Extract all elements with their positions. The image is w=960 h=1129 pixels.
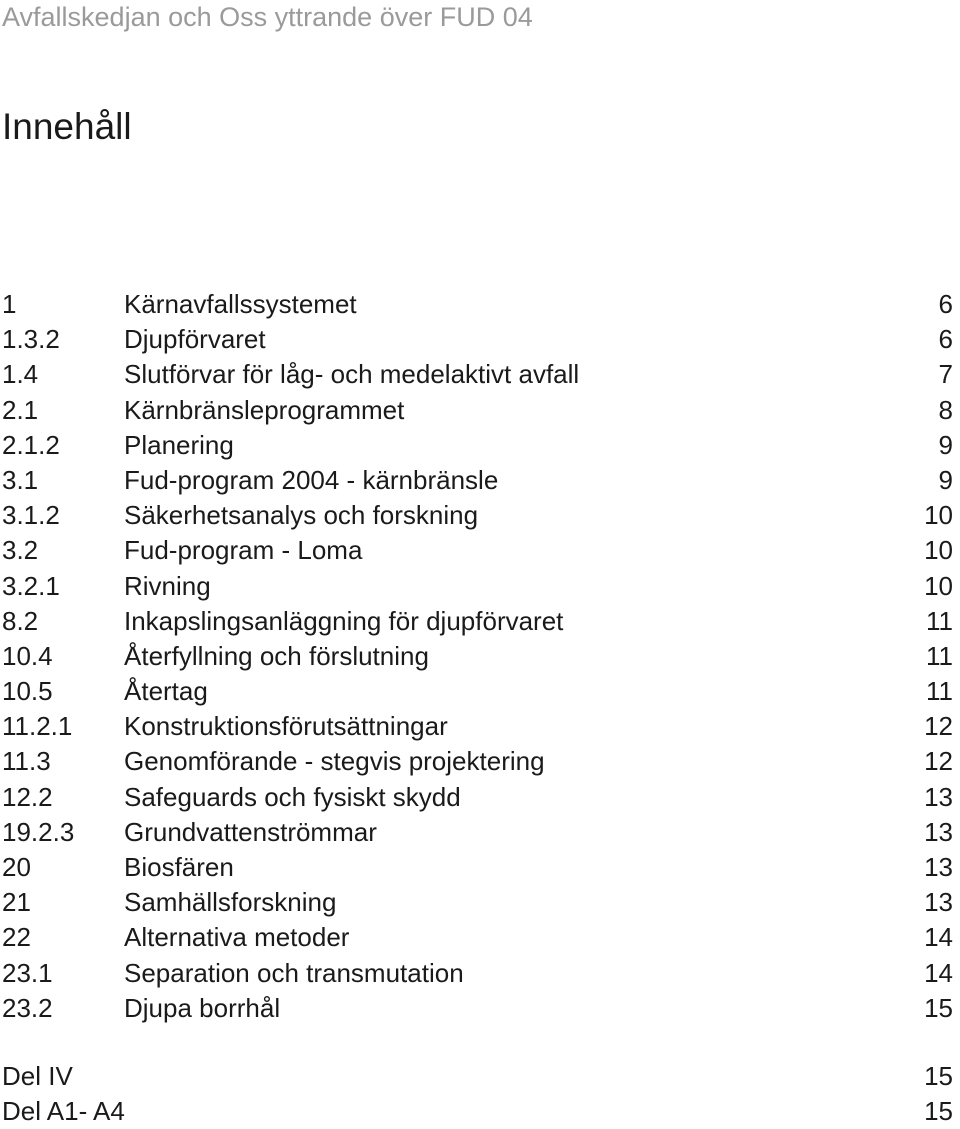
toc-entry-number: 10.5 (2, 676, 53, 707)
toc-entry-page: 13 (924, 781, 953, 812)
toc-entry-page: 9 (938, 429, 953, 460)
toc-entry[interactable] (0, 322, 960, 357)
toc-entry-page: 6 (938, 289, 953, 319)
toc-entry-page: 7 (938, 359, 953, 390)
toc-entry-page: 11 (926, 676, 953, 707)
toc-entry[interactable] (0, 920, 960, 955)
toc-appendix-page: 15 (924, 1061, 953, 1091)
toc-entry-title: Kärnbränsleprogrammet (124, 394, 405, 425)
toc-entry-number: 23.2 (2, 992, 53, 1023)
toc-entry[interactable] (0, 533, 960, 568)
toc-entry[interactable] (0, 674, 960, 709)
toc-entry-number: 19.2.3 (2, 816, 75, 847)
toc-entry-number: 1 (2, 289, 17, 319)
toc-entry-number: 11.3 (2, 746, 51, 777)
toc-entry[interactable] (0, 709, 960, 744)
toc-entry-number: 2.1.2 (2, 429, 60, 460)
toc-entry[interactable] (0, 780, 960, 815)
toc-appendix-list (0, 1059, 960, 1129)
toc-entry[interactable] (0, 744, 960, 779)
toc-entry-title: Kärnavfallssystemet (124, 289, 357, 319)
toc-entry-page: 12 (924, 711, 953, 742)
toc-entry-number: 1.3.2 (2, 324, 60, 355)
toc-entry-page: 8 (938, 394, 953, 425)
toc-entry-title: Konstruktionsförutsättningar (124, 711, 448, 742)
toc-entry-number: 3.1.2 (2, 500, 60, 531)
toc-entry[interactable] (0, 287, 960, 322)
toc-entry-title: Samhällsforskning (124, 887, 337, 918)
toc-appendix-title: Del A1- A4 (2, 1096, 125, 1127)
toc-entry-page: 15 (924, 992, 953, 1023)
toc-entry-number: 11.2.1 (2, 711, 73, 742)
toc-entry[interactable] (0, 604, 960, 639)
toc-entry-number: 8.2 (2, 605, 39, 636)
toc-entry-title: Fud-program 2004 - kärnbränsle (124, 464, 499, 495)
toc-entry[interactable] (0, 815, 960, 850)
toc-appendix-page: 15 (924, 1096, 953, 1127)
toc-entry[interactable] (0, 428, 960, 463)
toc-entry[interactable] (0, 639, 960, 674)
toc-entry-title: Fud-program - Loma (124, 535, 363, 566)
toc-entry-page: 10 (924, 570, 953, 601)
toc-entry-title: Rivning (124, 570, 211, 601)
toc-entry-page: 12 (924, 746, 953, 777)
toc-list (0, 287, 960, 1026)
toc-entry-page: 14 (924, 922, 953, 953)
toc-entry-title: Säkerhetsanalys och forskning (124, 500, 479, 531)
toc-entry-title: Återtag (124, 676, 208, 707)
toc-entry-title: Planering (124, 429, 234, 460)
toc-entry[interactable] (0, 991, 960, 1026)
toc-heading: Innehåll (2, 106, 132, 147)
toc-entry[interactable] (0, 885, 960, 920)
toc-appendix-title: Del IV (2, 1061, 73, 1091)
toc-entry-page: 13 (924, 852, 953, 882)
toc-entry-number: 3.1 (2, 464, 39, 495)
toc-entry-number: 12.2 (2, 781, 53, 812)
toc-entry[interactable] (0, 956, 960, 991)
toc-entry-number: 3.2 (2, 535, 39, 566)
toc-entry-page: 13 (924, 887, 953, 918)
toc-entry-page: 11 (926, 640, 953, 671)
toc-entry-page: 10 (924, 500, 953, 531)
toc-entry-page: 10 (924, 535, 953, 566)
toc-entry-title: Biosfären (124, 852, 234, 882)
toc-entry-number: 10.4 (2, 640, 53, 671)
toc-entry[interactable] (0, 850, 960, 885)
toc-entry-title: Separation och transmutation (124, 957, 464, 988)
toc-entry-page: 9 (938, 464, 953, 495)
toc-entry-number: 23.1 (2, 957, 53, 988)
toc-entry-page: 13 (924, 816, 953, 847)
toc-entry-title: Grundvattenströmmar (124, 816, 377, 847)
toc-entry-number: 22 (2, 922, 31, 953)
toc-entry-number: 3.2.1 (2, 570, 60, 601)
document-header-title: Avfallskedjan och Oss yttrande över FUD 04 (2, 2, 533, 32)
toc-entry-title: Alternativa metoder (124, 922, 350, 953)
toc-entry-page: 6 (938, 324, 953, 355)
toc-entry[interactable] (0, 393, 960, 428)
toc-entry-title: Djupa borrhål (124, 992, 281, 1023)
toc-appendix-entry[interactable] (0, 1059, 960, 1094)
toc-entry-number: 2.1 (2, 394, 39, 425)
toc-entry[interactable] (0, 498, 960, 533)
toc-entry-title: Safeguards och fysiskt skydd (124, 781, 461, 812)
toc-entry-number: 20 (2, 852, 31, 882)
toc-entry-title: Slutförvar för låg- och medelaktivt avfall (124, 359, 580, 390)
toc-entry-title: Återfyllning och förslutning (124, 640, 429, 671)
toc-entry[interactable] (0, 569, 960, 604)
toc-entry-title: Inkapslingsanläggning för djupförvaret (124, 605, 564, 636)
toc-entry-page: 11 (926, 605, 953, 636)
toc-entry-title: Genomförande - stegvis projektering (124, 746, 545, 777)
toc-entry-number: 1.4 (2, 359, 39, 390)
toc-entry-title: Djupförvaret (124, 324, 266, 355)
toc-entry[interactable] (0, 357, 960, 392)
toc-entry-number: 21 (2, 887, 31, 918)
toc-entry-page: 14 (924, 957, 953, 988)
toc-entry[interactable] (0, 463, 960, 498)
